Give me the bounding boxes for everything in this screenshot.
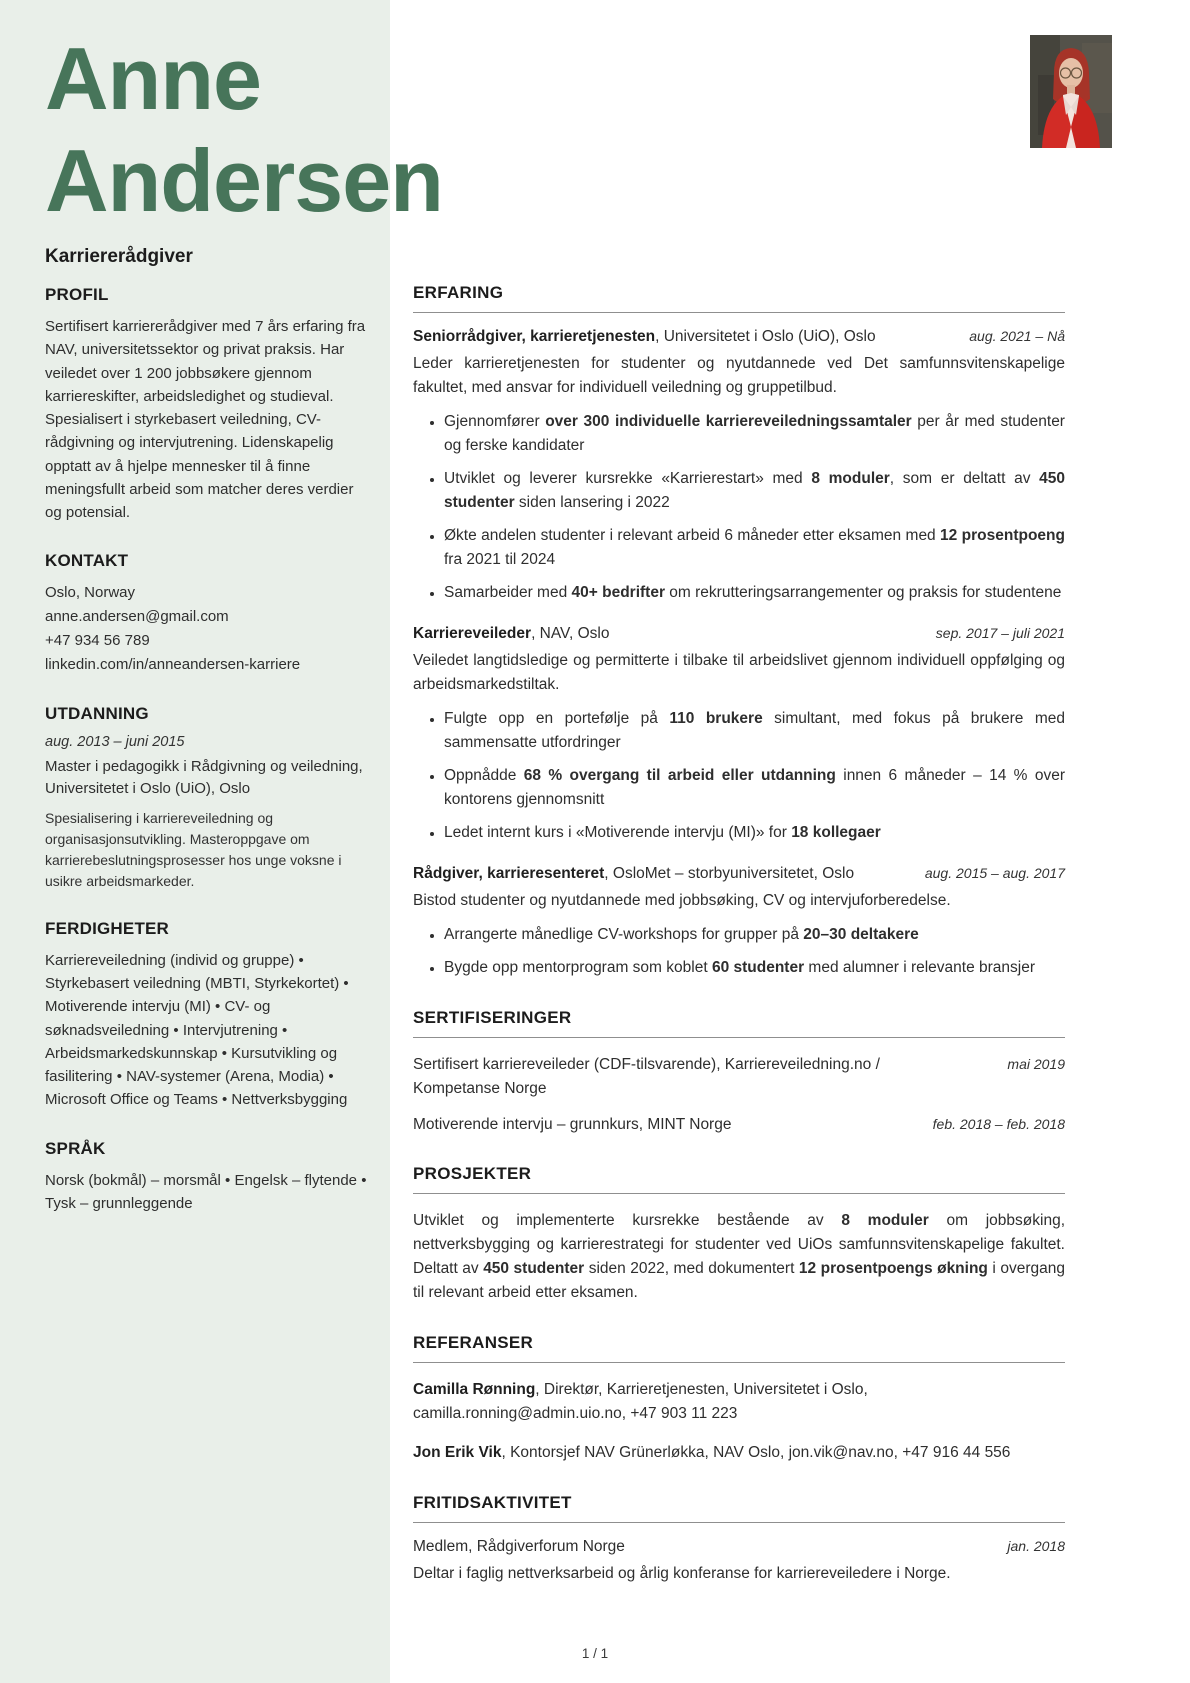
- name-heading: [45, 28, 1105, 232]
- certification-entry: [413, 1113, 1065, 1136]
- page-indicator: 1 / 1: [581, 1646, 609, 1661]
- job-title: [413, 328, 876, 346]
- reference-name: Jon Erik Vik: [413, 1444, 502, 1462]
- skills-text: Karriereveiledning (individ og gruppe) • Styrkebasert veiledning (MBTI, Styrkekortet) • Motiverende intervju (MI) • CV- og søknadsveiledning • Intervjutrening • Arbeidsmarkedskunnskap • Kursutvikling og fasilitering • NAV-systemer (Arena, Modia) • Microsoft Office og Teams • Nettverksbygging: [45, 951, 349, 1109]
- job-title-role: Seniorrådgiver, karrieretjenesten: [413, 328, 656, 345]
- job-bullet-list: [413, 410, 1065, 605]
- job-summary: Leder karrieretjenesten for studenter og nyutdannede ved Det samfunnsvitenskapelige fakultet, med ansvar for individuell veiledning og gruppetilbud.: [413, 355, 1065, 397]
- section-heading-ferdigheter: FERDIGHETER: [45, 918, 170, 938]
- section-heading-prosjekter: PROSJEKTER: [413, 1164, 1065, 1194]
- job-bullet-list: [413, 923, 1065, 980]
- job-bullet: • Økte andelen studenter i relevant arbeid 6 måneder etter eksamen med 12 prosentpoeng fra 2021 til 2024: [444, 524, 1065, 572]
- section-heading-utdanning: UTDANNING: [45, 704, 149, 724]
- section-heading-sertifiseringer: SERTIFISERINGER: [413, 1008, 1065, 1038]
- job-summary: Veiledet langtidsledige og permitterte i tilbake til arbeidslivet gjennom individuell oppfølging og arbeidsmarkedstiltak.: [413, 652, 1065, 694]
- job-date: aug. 2021 – Nå: [969, 328, 1065, 344]
- certification-entry: [413, 1053, 1065, 1100]
- hobby-description: Deltar i faglig nettverksarbeid og årlig konferanse for karriereveiledere i Norge.: [413, 1565, 951, 1583]
- reference-details: , Kontorsjef NAV Grünerløkka, NAV Oslo, jon.vik@nav.no, +47 916 44 556: [501, 1444, 1011, 1462]
- main-column: [413, 283, 1065, 1594]
- job-title-role: Rådgiver, karrieresenteret: [413, 865, 605, 883]
- section-heading-fritidsaktivitet: FRITIDSAKTIVITET: [413, 1493, 1065, 1523]
- job-bullet: • Fulgte opp en portefølje på 110 brukere simultant, med fokus på brukere med sammensatte utfordringer: [444, 707, 1065, 755]
- job-summary: Bistod studenter og nyutdannede med jobbsøking, CV og intervjuforberedelse.: [413, 892, 951, 910]
- job-title: [413, 625, 609, 643]
- contact-email: anne.andersen@gmail.com: [45, 608, 229, 626]
- certification-date: mai 2019: [1007, 1056, 1065, 1073]
- reference-name: Camilla Rønning: [413, 1381, 536, 1399]
- education-degree: Master i pedagogikk i Rådgivning og veiledning, Universitetet i Oslo (UiO), Oslo: [45, 758, 363, 797]
- profil-text: Sertifisert karriererådgiver med 7 års erfaring fra NAV, universitetssektor og privat praksis. Har veiledet over 1 200 jobbsøkere gjennom karriereskifter, arbeidsledighet og studieval. Spesialisert i styrkebasert veiledning, CV-rådgivning og intervjutrening. Lidenskapelig opptatt av å hjelpe mennesker til å finne meningsfullt arbeid som matcher deres verdier og potensial.: [45, 318, 366, 521]
- job-title-org: , OsloMet – storbyuniversitetet, Oslo: [604, 865, 855, 883]
- reference-entry: [413, 1378, 1065, 1426]
- job-bullet-list: [413, 707, 1065, 845]
- hobby-date: jan. 2018: [1007, 1538, 1065, 1555]
- section-heading-kontakt: KONTAKT: [45, 551, 129, 571]
- hobby-title: Medlem, Rådgiverforum Norge: [413, 1538, 625, 1556]
- reference-entry: [413, 1441, 1065, 1465]
- job-bullet: • Arrangerte månedlige CV-workshops for grupper på 20–30 deltakere: [444, 923, 1065, 947]
- name-line-1: Anne: [45, 29, 261, 128]
- project-description: Utviklet og implementerte kursrekke bestående av 8 moduler om jobbsøking, nettverksbygging og karrierestrategi for studenter ved UiOs samfunnsvitenskapelige fakultet. Deltatt av 450 studenter siden 2022, med dokumentert 12 prosentpoengs økning i overgang til relevant arbeid etter eksamen.: [413, 1212, 1066, 1302]
- job-bullet: • Bygde opp mentorprogram som koblet 60 studenter med alumner i relevante bransjer: [444, 956, 1065, 980]
- section-heading-profil: PROFIL: [45, 285, 109, 304]
- job-bullet: • Ledet internt kurs i «Motiverende intervju (MI)» for 18 kollegaer: [444, 821, 1065, 845]
- section-heading-sprak: SPRÅK: [45, 1138, 106, 1158]
- education-date: aug. 2013 – juni 2015: [45, 734, 185, 751]
- job-bullet: • Samarbeider med 40+ bedrifter om rekrutteringsarrangementer og praksis for studentene: [444, 581, 1065, 605]
- job-title-org: , Universitetet i Oslo (UiO), Oslo: [655, 328, 876, 345]
- page-title: Karriererådgiver: [45, 246, 193, 268]
- contact-linkedin: linkedin.com/in/anneandersen-karriere: [45, 656, 301, 674]
- section-heading-referanser: REFERANSER: [413, 1333, 1065, 1363]
- sidebar: [45, 285, 373, 1215]
- certification-date: feb. 2018 – feb. 2018: [932, 1115, 1065, 1132]
- job-title: [413, 865, 854, 883]
- job-bullet: • Gjennomfører over 300 individuelle karriereveiledningssamtaler per år med studenter og ferske kandidater: [444, 410, 1065, 458]
- job-date: aug. 2015 – aug. 2017: [924, 865, 1065, 882]
- job-date: sep. 2017 – juli 2021: [935, 625, 1065, 642]
- experience-entry: [413, 865, 1065, 980]
- languages-text: Norsk (bokmål) – morsmål • Engelsk – flytende • Tysk – grunnleggende: [45, 1171, 367, 1212]
- section-heading-erfaring: ERFARING: [413, 283, 1065, 313]
- certification-text: Motiverende intervju – grunnkurs, MINT Norge: [413, 1115, 732, 1133]
- profile-photo: [1030, 35, 1112, 148]
- experience-entry: [413, 328, 1065, 605]
- name-line-2: Andersen: [45, 131, 443, 231]
- experience-entry: [413, 625, 1065, 845]
- contact-location: Oslo, Norway: [45, 584, 136, 602]
- contact-phone: +47 934 56 789: [45, 632, 150, 650]
- job-title-org: , NAV, Oslo: [531, 625, 610, 643]
- certification-text: Sertifisert karriereveileder (CDF-tilsvarende), Karriereveiledning.no / Kompetanse Norge: [413, 1056, 880, 1097]
- header: [45, 28, 1105, 268]
- education-description: Spesialisering i karriereveiledning og organisasjonsutvikling. Masteroppgave om karrierebeslutningsprosesser hos unge voksne i usikre arbeidsmarkeder.: [45, 809, 342, 889]
- job-title-role: Karriereveileder: [413, 625, 532, 643]
- reference-details: , Direktør, Karrieretjenesten, Universitetet i Oslo, camilla.ronning@admin.uio.no, +47 903 11 223: [413, 1381, 868, 1423]
- job-bullet: • Utviklet og leverer kursrekke «Karrierestart» med 8 moduler, som er deltatt av 450 studenter siden lansering i 2022: [444, 467, 1065, 515]
- job-bullet: • Oppnådde 68 % overgang til arbeid eller utdanning innen 6 måneder – 14 % over kontorens gjennomsnitt: [444, 764, 1065, 812]
